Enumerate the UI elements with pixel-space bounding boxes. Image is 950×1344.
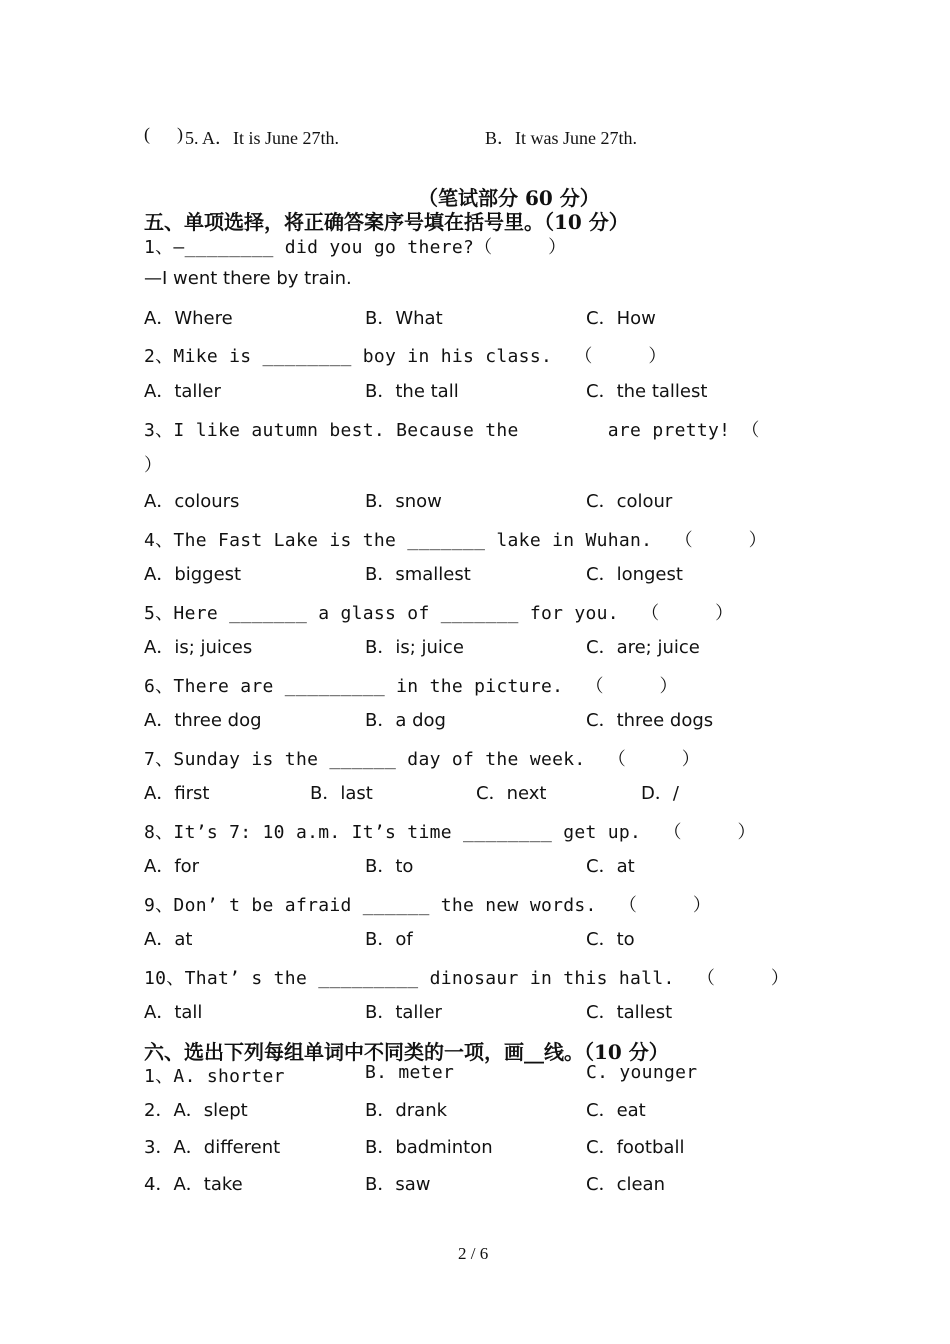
q4-line1: 4、The Fast Lake is the _______ lake in Wuhan. （ ） (144, 530, 767, 551)
listen-q5-option-b: B．It was June 27th. (485, 128, 637, 148)
group1-option-a: 1、A. shorter (144, 1066, 285, 1087)
q3-option-b: B．snow (365, 491, 442, 512)
group1-option-b: B. meter (365, 1062, 455, 1083)
q3-line2: ） (144, 455, 163, 476)
group1-option-c: C. younger (586, 1062, 698, 1083)
q1-option-a: A．Where (144, 308, 233, 329)
q10-option-c: C．tallest (586, 1002, 673, 1023)
section5-heading: 五、单项选择，将正确答案序号填在括号里。（10 分） (144, 210, 629, 234)
group3-option-c: C．football (586, 1137, 685, 1158)
q2-option-c: C．the tallest (586, 381, 708, 402)
group2-option-c: C．eat (586, 1100, 646, 1121)
q9-option-c: C．to (586, 929, 635, 950)
written-part-title: （笔试部分 60 分） (418, 186, 600, 210)
q5-option-b: B．is; juice (365, 637, 464, 658)
q6-line1: 6、There are _________ in the picture. （ ） (144, 676, 678, 697)
group2-option-a: 2．A．slept (144, 1100, 248, 1121)
q7-line1: 7、Sunday is the ______ day of the week. （ ） (144, 749, 701, 770)
listen-q5-paren: ( ) (144, 124, 183, 144)
q4-option-b: B．smallest (365, 564, 471, 585)
q3-line1: 3、I like autumn best. Because the are pretty! （ (144, 420, 760, 441)
listen-q5-option-a: 5. A．It is June 27th. (185, 128, 340, 148)
group3-option-a: 3．A．different (144, 1137, 281, 1158)
q6-option-b: B．a dog (365, 710, 446, 731)
q5-option-a: A．is; juices (144, 637, 253, 658)
q8-line1: 8、It’s 7: 10 a.m. It’s time ________ get up. （ ） (144, 822, 756, 843)
q8-option-c: C．at (586, 856, 635, 877)
page-number: 2 / 6 (458, 1244, 489, 1263)
q7-option-d: D．/ (641, 783, 679, 804)
q10-option-b: B．taller (365, 1002, 442, 1023)
group4-option-c: C．clean (586, 1174, 665, 1195)
q2-line1: 2、Mike is ________ boy in his class. （ ） (144, 346, 667, 367)
q1-line1: 1、—________ did you go there?（ ） (144, 237, 567, 258)
q9-option-a: A．at (144, 929, 193, 950)
q10-option-a: A．tall (144, 1002, 203, 1023)
group3-option-b: B．badminton (365, 1137, 493, 1158)
group4-option-b: B．saw (365, 1174, 431, 1195)
q2-option-a: A．taller (144, 381, 221, 402)
group2-option-b: B．drank (365, 1100, 448, 1121)
q7-option-c: C．next (476, 783, 547, 804)
q1-option-c: C．How (586, 308, 656, 329)
q9-option-b: B．of (365, 929, 413, 950)
q8-option-b: B．to (365, 856, 414, 877)
q1-line2: —I went there by train. (144, 268, 352, 289)
q7-option-a: A．first (144, 783, 210, 804)
q10-line1: 10、That’ s the _________ dinosaur in this hall. （ ） (144, 968, 790, 989)
q8-option-a: A．for (144, 856, 200, 877)
section6-heading: 六、选出下列每组单词中不同类的一项，画__线。（10 分） (144, 1040, 669, 1064)
q6-option-a: A．three dog (144, 710, 262, 731)
group4-option-a: 4．A．take (144, 1174, 243, 1195)
q7-option-b: B．last (310, 783, 373, 804)
q6-option-c: C．three dogs (586, 710, 714, 731)
q5-line1: 5、Here _______ a glass of _______ for you. （ ） (144, 603, 734, 624)
q3-option-a: A．colours (144, 491, 240, 512)
q9-line1: 9、Don’ t be afraid ______ the new words. （ ） (144, 895, 712, 916)
q1-option-b: B．What (365, 308, 443, 329)
q5-option-c: C．are; juice (586, 637, 700, 658)
q4-option-a: A．biggest (144, 564, 242, 585)
q3-option-c: C．colour (586, 491, 673, 512)
q4-option-c: C．longest (586, 564, 683, 585)
q2-option-b: B．the tall (365, 381, 459, 402)
